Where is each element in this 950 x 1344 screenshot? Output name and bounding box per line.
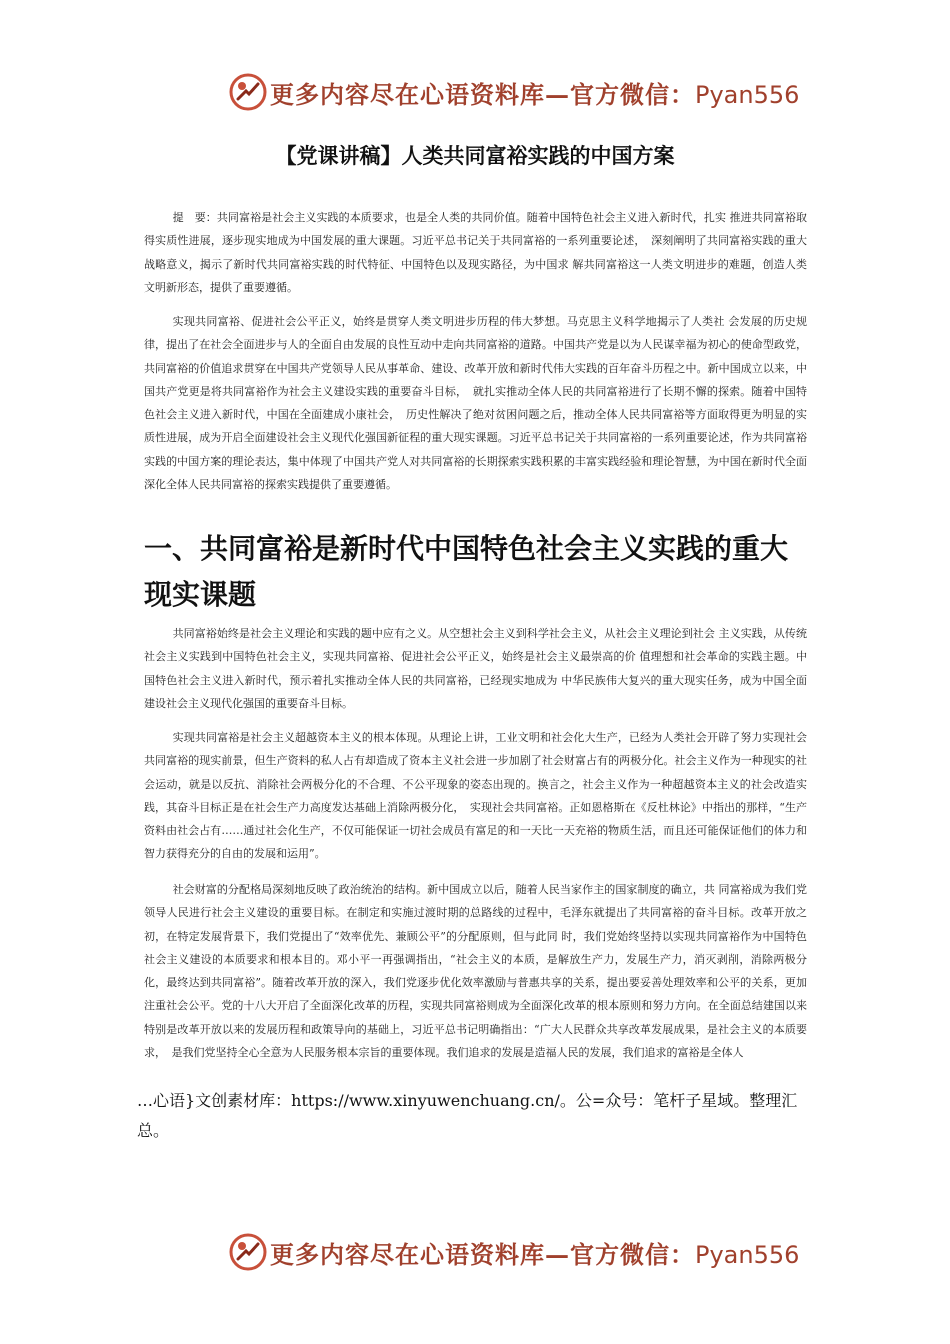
intro-paragraph: 实现共同富裕、促进社会公平正义，始终是贯穿人类文明进步历程的伟大梦想。马克思主义科学地揭示了人类社 会发展的历史规律，提出了在社会全面进步与人的全面自由发展的良性互动中走向共同富裕的道路。中国共产党是以为人民谋幸福为初心的使命型政党，共同富裕的价值追求贯穿在中国共产党领导人民从事革命、建设、改革开放和新时代伟大实践的百年奋斗历程之中。新中国成立以来，中国共产党更是将共同富裕作为社会主义建设实践的重要奋斗目标， 就扎实推动全体人民的共同富裕进行了长期不懈的探索。随着中国特色社会主义进入新时代，中国在全面建成小康社会， 历史性解决了绝对贫困问题之后，推动全体人民共同富裕等方面取得更为明显的实质性进展，成为开启全面建设社会主义现代化强国新征程的重大现实课题。习近平总书记关于共同富裕的一系列重要论述，作为共同富裕实践的中国方案的理论表达，集中体现了中国共产党人对共同富裕的长期探索实践积累的丰富实践经验和理论智慧，为中国在新时代全面深化全体人民共同富裕的探索实践提供了重要遵循。: [144, 315, 807, 492]
header-banner-text: [270, 75, 799, 110]
source-note: …心语}文创素材库：https://www.xinyuwenchuang.cn/。公=众号：笔杆子星域。整理汇总。: [137, 1091, 798, 1140]
footer-banner-text: [270, 1235, 799, 1270]
section-paragraph-1: 共同富裕始终是社会主义理论和实践的题中应有之义。从空想社会主义到科学社会主义，从社会主义理论到社会 主义实践，从传统社会主义实践到中国特色社会主义，实现共同富裕、促进社会公平正义，始终是社会主义最崇高的价 值理想和社会革命的实践主题。中国特色社会主义进入新时代，预示着扎实推动全体人民的共同富裕，已经现实地成为 中华民族伟大复兴的重大现实任务，成为中国全面建设社会主义现代化强国的重要奋斗目标。: [144, 627, 807, 710]
abstract-paragraph: 提 要：共同富裕是社会主义实践的本质要求，也是全人类的共同价值。随着中国特色社会主义进入新时代，扎实 推进共同富裕取得实质性进展，逐步现实地成为中国发展的重大课题。习近平总书记关于共同富裕的一系列重要论述， 深刻阐明了共同富裕实践的重大战略意义，揭示了新时代共同富裕实践的时代特征、中国特色以及现实路径，为中国求 解共同富裕这一人类文明进步的难题，创造人类文明新形态，提供了重要遵循。: [144, 211, 807, 294]
section-paragraph-2: 实现共同富裕是社会主义超越资本主义的根本体现。从理论上讲，工业文明和社会化大生产，已经为人类社会开辟了努力实现社会共同富裕的现实前景，但生产资料的私人占有却造成了资本主义社会进一步加剧了社会财富占有的两极分化。社会主义作为一种现实的社会运动，就是以反抗、消除社会两极分化的不合理、不公平现象的姿态出现的。换言之，社会主义作为一种超越资本主义的社会改造实践，其奋斗目标正是在社会生产力高度发达基础上消除两极分化， 实现社会共同富裕。正如恩格斯在《反杜林论》中指出的那样，“生产资料由社会占有……通过社会化生产，不仅可能保证一切社会成员有富足的和一天比一天充裕的物质生活，而且还可能保证他们的体力和智力获得充分的自由的发展和运用”。: [144, 731, 807, 861]
section-heading: 一、共同富裕是新时代中国特色社会主义实践的重大现实课题: [144, 532, 789, 611]
banner-wechat-id: Pyan556: [695, 80, 800, 109]
document-title: 【党课讲稿】人类共同富裕实践的中国方案: [275, 144, 675, 168]
logo-hand-icon: [228, 1232, 268, 1272]
banner-label: 更多内容尽在心语资料库—官方微信：: [270, 1239, 695, 1269]
banner-label: 更多内容尽在心语资料库—官方微信：: [270, 79, 695, 109]
banner-wechat-id: Pyan556: [695, 1240, 800, 1269]
section-paragraph-3: 社会财富的分配格局深刻地反映了政治统治的结构。新中国成立以后，随着人民当家作主的国家制度的确立，共 同富裕成为我们党领导人民进行社会主义建设的重要目标。在制定和实施过渡时期的总路线的过程中，毛泽东就提出了共同富裕的奋斗目标。改革开放之初，在特定发展背景下，我们党提出了“效率优先、兼顾公平”的分配原则，但与此同 时，我们党始终坚持以实现共同富裕作为中国特色社会主义建设的本质要求和根本目的。邓小平一再强调指出，“社会主义的本质，是解放生产力，发展生产力，消灭剥削，消除两极分化，最终达到共同富裕”。随着改革开放的深入，我们党逐步优化效率激励与普惠共享的关系，提出要妥善处理效率和公平的关系，更加注重社会公平。党的十八大开启了全面深化改革的历程，实现共同富裕则成为全面深化改革的根本原则和努力方向。在全面总结建国以来特别是改革开放以来的发展历程和政策导向的基础上，习近平总书记明确指出：“广大人民群众共享改革发展成果，是社会主义的本质要求， 是我们党坚持全心全意为人民服务根本宗旨的重要体现。我们追求的发展是造福人民的发展，我们追求的富裕是全体人: [144, 883, 807, 1060]
logo-hand-icon: [228, 72, 268, 112]
header-banner: [228, 72, 799, 112]
footer-banner: [228, 1232, 799, 1272]
